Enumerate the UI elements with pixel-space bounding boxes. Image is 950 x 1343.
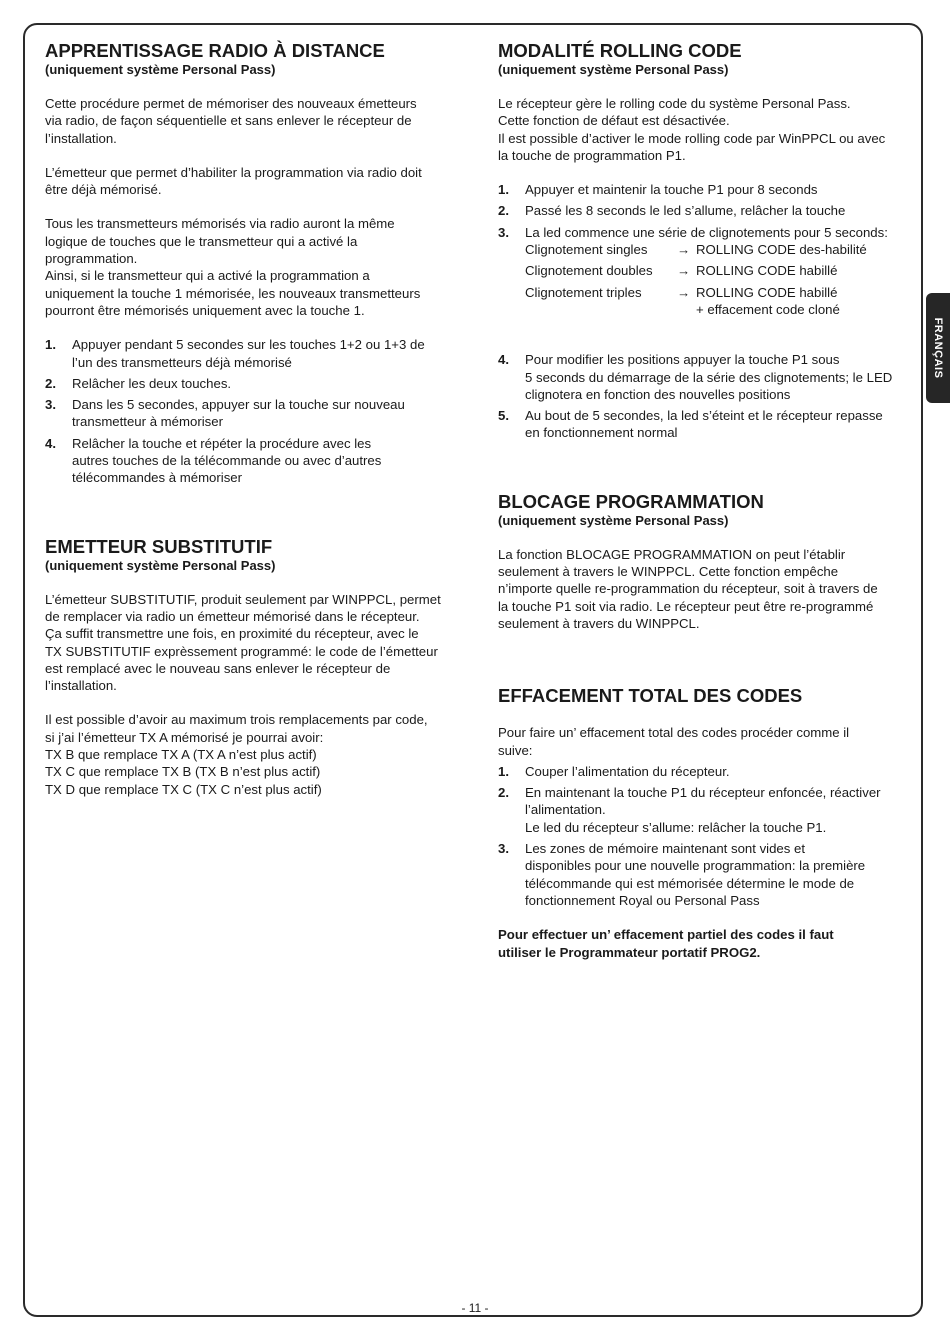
text-line: être déjà mémorisé. — [45, 182, 162, 198]
text-line: Cette fonction de défaut est désactivée. — [498, 113, 730, 129]
text-line: L’émetteur que permet d’habiliter la programmation via radio doit — [45, 164, 422, 180]
text-line: ROLLING CODE des-habilité — [696, 242, 867, 258]
text-line: est remplacé avec le nouveau sans enlever le récepteur de — [45, 660, 391, 676]
arrow-right-icon: → — [677, 284, 691, 300]
text-line: pourront être mémorisés uniquement avec la touche 1. — [45, 302, 365, 318]
text-line: programmation. — [45, 251, 138, 267]
paragraph — [45, 711, 455, 797]
text-line: La fonction BLOCAGE PROGRAMMATION on peut l’établir — [498, 546, 846, 562]
text-line: fonctionnement Royal ou Personal Pass — [525, 892, 760, 908]
section-title: BLOCAGE PROGRAMMATION — [498, 490, 764, 512]
list-item — [498, 840, 906, 909]
step-number: 1. — [498, 182, 509, 198]
text-line: utiliser le Programmateur portatif PROG2. — [498, 944, 761, 960]
text-line: l’un des transmetteurs déjà mémorisé — [72, 354, 292, 370]
blink-table — [525, 241, 906, 318]
text-line: TX C que remplace TX B (TX B n’est plus actif) — [45, 764, 321, 780]
steps-list — [45, 336, 455, 486]
text-line: transmetteur à mémoriser — [72, 414, 223, 430]
text-line: Relâcher les deux touches. — [72, 375, 232, 391]
section-title: EFFACEMENT TOTAL DES CODES — [498, 685, 803, 707]
text-line: l’installation. — [45, 130, 117, 146]
step-number: 1. — [45, 337, 56, 353]
text-line: TX D que remplace TX C (TX C n’est plus actif) — [45, 781, 322, 797]
text-line: Passé les 8 seconds le led s’allume, relâcher la touche — [525, 203, 846, 219]
text-line: Au bout de 5 secondes, la led s’éteint et le récepteur repasse — [525, 408, 883, 424]
page-number: - 11 - — [461, 1301, 489, 1315]
steps-list — [498, 351, 906, 441]
text-line: suive: — [498, 742, 533, 758]
list-item — [45, 375, 455, 392]
text-line: L’émetteur SUBSTITUTIF, produit seulement par WINPPCL, permet — [45, 591, 441, 607]
text-line: en fonctionnement normal — [525, 425, 678, 441]
paragraph — [45, 95, 455, 147]
step-number: 2. — [498, 203, 509, 219]
steps-list — [498, 181, 906, 241]
step-number: 5. — [498, 408, 509, 424]
paragraph — [45, 164, 455, 199]
text-line: l’installation. — [45, 678, 117, 694]
text-line: n’importe quelle re-programmation du récepteur, soit à travers de — [498, 581, 878, 597]
list-item — [45, 396, 455, 431]
text-line: télécommandes à mémoriser — [72, 470, 243, 486]
text-line: Il est possible d’activer le mode rolling code par WinPPCL ou avec — [498, 130, 886, 146]
text-line: 5 seconds du démarrage de la série des clignotements; le LED — [525, 369, 893, 385]
right-column — [498, 40, 906, 978]
step-number: 3. — [498, 224, 509, 240]
paragraph — [498, 724, 906, 759]
blink-legend — [498, 241, 906, 318]
blink-result — [677, 284, 906, 319]
text-line: via radio, de façon séquentielle et sans enlever le récepteur de — [45, 113, 412, 129]
text-line: uniquement la touche 1 mémorisée, les nouveaux transmetteurs — [45, 285, 421, 301]
arrow-right-icon: → — [677, 242, 691, 258]
text-line: Ça suffit transmettre une fois, en proximité du récepteur, avec le — [45, 626, 419, 642]
text-line: logique de touches que le transmetteur qui a activé la — [45, 233, 358, 249]
text-line: ROLLING CODE habillé — [696, 284, 838, 300]
language-tab-label: FRANÇAIS — [932, 317, 944, 379]
section-title: MODALITÉ ROLLING CODE — [498, 40, 742, 61]
paragraph — [498, 95, 906, 164]
list-item — [498, 224, 906, 241]
text-line: Appuyer et maintenir la touche P1 pour 8 seconds — [525, 182, 818, 198]
step-number: 3. — [498, 841, 509, 857]
text-line: Cette procédure permet de mémoriser des nouveaux émetteurs — [45, 96, 417, 111]
list-item — [45, 336, 455, 371]
text-line: Dans les 5 secondes, appuyer sur la touche sur nouveau — [72, 397, 405, 413]
text-line: seulement à travers du WINPPCL. — [498, 615, 700, 631]
text-line: si j’ai l’émetteur TX A mémorisé je pourrai avoir: — [45, 729, 324, 745]
blink-result — [677, 241, 906, 258]
text-line: La led commence une série de clignotements pour 5 seconds: — [525, 224, 888, 240]
step-number: 2. — [498, 785, 509, 801]
text-line: l’alimentation. — [525, 802, 606, 818]
text-line: Les zones de mémoire maintenant sont vides et — [525, 841, 806, 857]
list-item — [498, 202, 906, 219]
text-line: Pour modifier les positions appuyer la touche P1 sous — [525, 352, 840, 368]
text-line: de remplacer via radio un émetteur mémorisé dans le récepteur. — [45, 608, 420, 624]
step-number: 4. — [498, 352, 509, 368]
text-line: télécommande qui est mémorisée détermine le mode de — [525, 875, 855, 891]
step-number: 3. — [45, 397, 56, 413]
section-subtitle: (uniquement système Personal Pass) — [498, 512, 729, 528]
blink-result — [677, 262, 906, 279]
text-line: la touche P1 soit via radio. Le récepteur peut être re-programmé — [498, 598, 874, 614]
paragraph — [498, 546, 906, 632]
text-line: la touche de programmation P1. — [498, 147, 686, 163]
text-line: En maintenant la touche P1 du récepteur enfoncée, réactiver — [525, 785, 881, 801]
blink-label: Clignotement singles — [525, 242, 648, 258]
text-line: Ainsi, si le transmetteur qui a activé la programmation a — [45, 268, 370, 284]
text-line: Pour effectuer un’ effacement partiel des codes il faut — [498, 927, 834, 943]
list-item — [45, 435, 455, 487]
step-number: 4. — [45, 435, 56, 451]
text-line: seulement à travers le WINPPCL. Cette fonction empêche — [498, 564, 839, 580]
paragraph — [45, 215, 455, 319]
section-subtitle: (uniquement système Personal Pass) — [45, 62, 276, 77]
section-subtitle: (uniquement système Personal Pass) — [498, 62, 729, 77]
section-subtitle: (uniquement système Personal Pass) — [45, 557, 276, 573]
list-item — [498, 784, 906, 836]
section-title: APPRENTISSAGE RADIO À DISTANCE — [45, 40, 385, 61]
text-line: Relâcher la touche et répéter la procédure avec les — [72, 435, 372, 451]
text-line: Le led du récepteur s’allume: relâcher la touche P1. — [525, 819, 827, 835]
text-line: + effacement code cloné — [696, 301, 840, 317]
arrow-right-icon: → — [677, 263, 691, 279]
list-item — [498, 181, 906, 198]
list-item — [498, 763, 906, 780]
list-item — [498, 407, 906, 442]
blink-label: Clignotement doubles — [525, 263, 653, 279]
step-number: 2. — [45, 375, 56, 391]
text-line: TX B que remplace TX A (TX A n’est plus actif) — [45, 747, 317, 763]
bold-note — [498, 926, 906, 961]
paragraph — [45, 591, 455, 695]
text-line: disponibles pour une nouvelle programmation: la première — [525, 858, 866, 874]
text-line: Il est possible d’avoir au maximum trois remplacements par code, — [45, 712, 428, 728]
text-line: Tous les transmetteurs mémorisés via radio auront la même — [45, 216, 395, 232]
text-line: Le récepteur gère le rolling code du système Personal Pass. — [498, 96, 851, 111]
text-line: ROLLING CODE habillé — [696, 263, 838, 279]
blink-label: Clignotement triples — [525, 284, 642, 300]
list-item — [498, 351, 906, 403]
text-line: clignotera en fonction des nouvelles positions — [525, 386, 791, 402]
section-title: EMETTEUR SUBSTITUTIF — [45, 535, 273, 557]
text-line: Pour faire un’ effacement total des codes procéder comme il — [498, 725, 850, 741]
left-column — [45, 40, 455, 815]
text-line: Couper l’alimentation du récepteur. — [525, 763, 730, 779]
steps-list — [498, 763, 906, 909]
language-tab — [926, 293, 950, 403]
step-number: 1. — [498, 763, 509, 779]
text-line: Appuyer pendant 5 secondes sur les touches 1+2 ou 1+3 de — [72, 337, 425, 353]
text-line: TX SUBSTITUTIF exprèssement programmé: le code de l’émetteur — [45, 643, 438, 659]
text-line: autres touches de la télécommande ou avec d’autres — [72, 453, 382, 469]
